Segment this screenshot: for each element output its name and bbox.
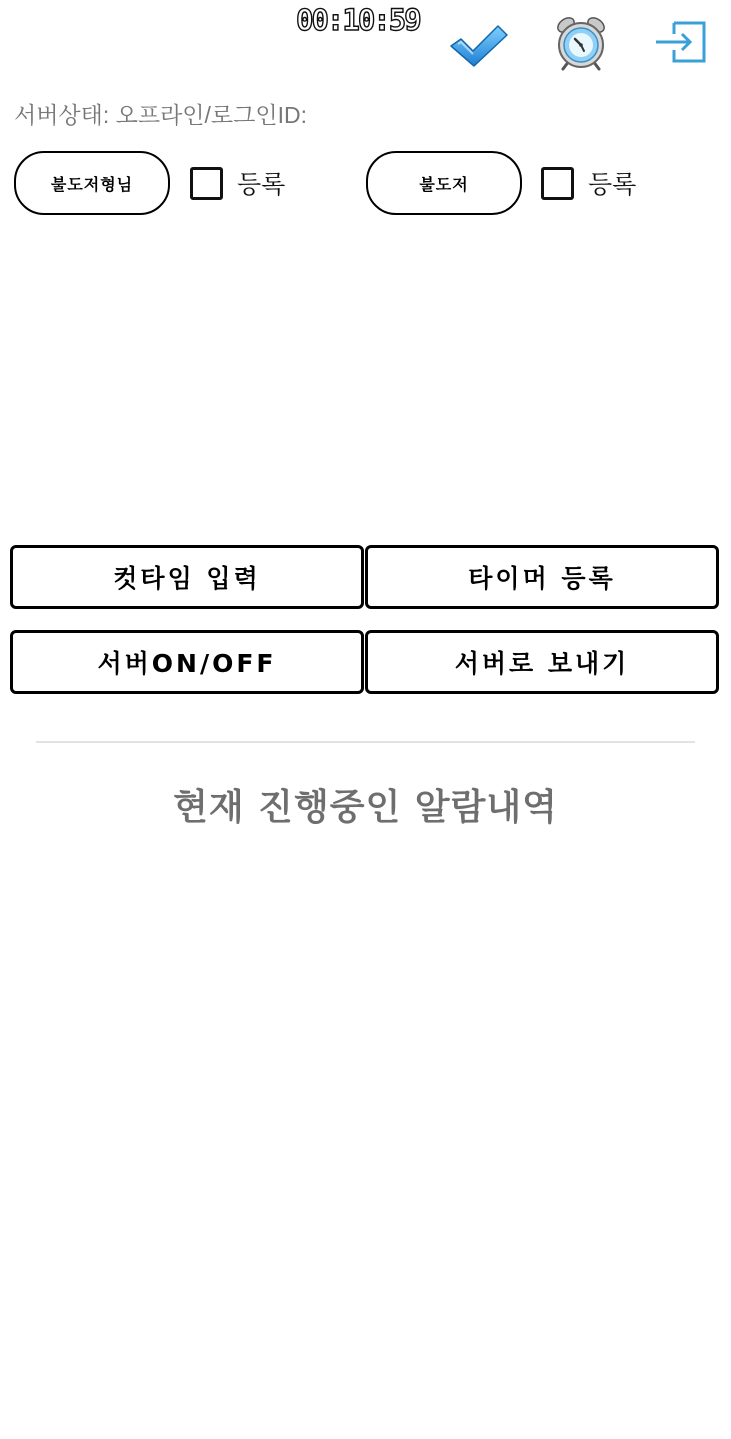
send-to-server-button[interactable]: 서버로 보내기 <box>365 630 719 694</box>
register-label: 등록 <box>588 170 637 199</box>
register-label: 등록 <box>237 170 286 199</box>
clock-display: 00:10:59 <box>296 3 420 37</box>
checkbox-box[interactable] <box>190 167 223 200</box>
login-icon[interactable] <box>652 17 708 67</box>
alarm-list-title: 현재 진행중인 알람내역 <box>173 787 558 828</box>
alarm-clock-icon[interactable] <box>553 15 609 71</box>
target-button-1[interactable]: 불도저형님 <box>14 151 170 215</box>
checkbox-box[interactable] <box>541 167 574 200</box>
timer-register-button[interactable]: 타이머 등록 <box>365 545 719 609</box>
alarm-list[interactable] <box>36 850 695 1410</box>
divider <box>36 741 695 743</box>
register-checkbox-2[interactable] <box>541 163 636 203</box>
cut-time-input-button[interactable]: 컷타임 입력 <box>10 545 364 609</box>
register-checkbox-1[interactable] <box>190 163 285 203</box>
check-icon[interactable] <box>448 22 510 70</box>
server-status-text: 서버상태: 오프라인/로그인ID: <box>14 102 307 128</box>
server-onoff-button[interactable]: 서버ON/OFF <box>10 630 364 694</box>
target-button-2[interactable]: 불도저 <box>366 151 522 215</box>
